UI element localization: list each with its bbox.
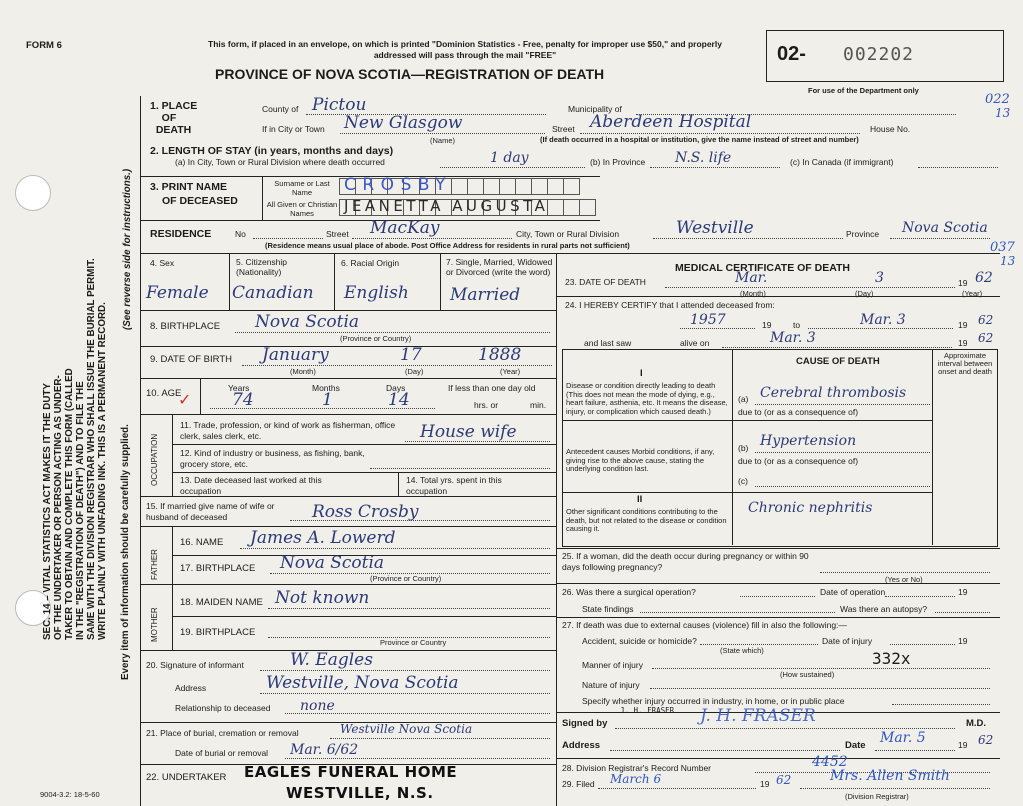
father-prov-hint: (Province or Country) xyxy=(370,574,442,583)
accident-label: Accident, suicide or homicide? xyxy=(582,636,697,646)
alive-on-label: alive on xyxy=(680,338,710,348)
sex-label: 4. Sex xyxy=(150,258,175,268)
marital-label: 7. Single, Married, Widowed or Divorced (write the word) xyxy=(446,257,553,277)
street-label: Street xyxy=(552,124,575,134)
city-value: New Glasgow xyxy=(344,113,463,133)
side-carefully-note: Every item of information should be carefully supplied. xyxy=(120,424,131,680)
informant-value: W. Eagles xyxy=(290,650,373,670)
occupation-side-label: OCCUPATION xyxy=(150,433,159,486)
autopsy-label: Was there an autopsy? xyxy=(840,604,928,614)
record-number: 4452 xyxy=(812,754,848,770)
age-months-label: Months xyxy=(312,383,340,393)
maiden-name-label: 18. MAIDEN NAME xyxy=(180,597,263,608)
state-which-hint: (State which) xyxy=(720,646,764,655)
father-name-label: 16. NAME xyxy=(180,537,224,548)
relationship-value: none xyxy=(300,698,335,714)
registrar-signature: Mrs. Allen Smith xyxy=(830,768,950,784)
filed-date: March 6 xyxy=(610,772,662,786)
age-years: 74 xyxy=(232,390,254,410)
residence-label: RESIDENCE xyxy=(150,228,212,240)
attended-to-year: 62 xyxy=(978,313,994,327)
burial-date-value: Mar. 6/62 xyxy=(290,742,359,758)
informant-label: 20. Signature of informant xyxy=(146,660,244,670)
sig-year: 62 xyxy=(978,733,994,747)
last-saw-label: and last saw xyxy=(584,338,632,348)
res-province-value: Nova Scotia xyxy=(902,220,988,236)
hrs-label: hrs. or xyxy=(474,400,499,410)
punch-hole-top xyxy=(15,175,51,211)
q29-label: 29. Filed xyxy=(562,779,595,789)
reg-number: 002202 xyxy=(843,44,915,65)
cause-b-label: (b) xyxy=(738,443,749,453)
relationship-label: Relationship to deceased xyxy=(175,703,271,713)
icd-code: 332x xyxy=(872,649,911,668)
cause-a-label: (a) xyxy=(738,394,749,404)
cause-header: CAUSE OF DEATH xyxy=(796,356,880,367)
dob-year-hint: (Year) xyxy=(500,367,521,376)
birthplace-value: Nova Scotia xyxy=(255,312,360,332)
death-month: Mar. xyxy=(735,270,768,286)
nature-label: Nature of injury xyxy=(582,680,640,690)
informant-address-value: Westville, Nova Scotia xyxy=(266,673,459,693)
undertaker-stamp-line1: EAGLES FUNERAL HOME xyxy=(244,763,458,781)
res-no-label: No xyxy=(235,229,246,239)
q15-label-text: 15. If married give name of wife or husband of deceased xyxy=(146,501,275,522)
death-yr-prefix: 19 xyxy=(958,278,968,288)
sig-date-label: Date xyxy=(845,740,866,751)
race-label: 6. Racial Origin xyxy=(341,258,400,268)
dob-year: 1888 xyxy=(478,345,522,365)
age-years-label: Years xyxy=(228,383,250,393)
physician-signature: J. H. FRASER xyxy=(700,706,816,726)
street-value: Aberdeen Hospital xyxy=(590,112,752,132)
dob-day-hint: (Day) xyxy=(405,367,424,376)
age-months: 1 xyxy=(322,390,333,410)
residence-note: (Residence means usual place of abode. Post Office Address for residents in rural parts not sufficient) xyxy=(265,241,630,250)
hospital-note: (If death occurred in a hospital or institution, give the name instead of street and number) xyxy=(540,135,859,144)
burial-date-label: Date of burial or removal xyxy=(175,748,269,758)
sig-yr-prefix: 19 xyxy=(958,740,968,750)
maiden-name-value: Not known xyxy=(275,588,370,608)
signer-printed-name: J. H. FRASER xyxy=(620,706,675,715)
yes-no-hint: (Yes or No) xyxy=(885,575,923,584)
surname-value: CROSBY xyxy=(344,175,452,195)
mother-prov-hint: Province or Country xyxy=(380,638,447,647)
given-value: JEANETTA AUGUSTA xyxy=(344,197,549,215)
md-label: M.D. xyxy=(966,718,987,729)
undertaker-label: 22. UNDERTAKER xyxy=(146,772,227,783)
citizenship-value: Canadian xyxy=(232,283,314,303)
dob-label: 9. DATE OF BIRTH xyxy=(150,354,232,365)
q28-label: 28. Division Registrar's Record Number xyxy=(562,763,712,773)
cause-c-label: (c) xyxy=(738,476,748,486)
cause-b-value: Hypertension xyxy=(760,433,857,449)
less-than-day-label: If less than one day old xyxy=(448,383,536,393)
father-side-label: FATHER xyxy=(150,549,159,580)
spouse-value: Ross Crosby xyxy=(312,502,419,522)
dob-month: January xyxy=(262,345,329,365)
dept-use-label: For use of the Department only xyxy=(808,86,919,95)
death-year: 62 xyxy=(975,270,993,286)
antecedent-text: Antecedent causes Morbid conditions, if any, giving rise to the above cause, stating the underlying condition last. xyxy=(566,447,715,473)
dob-day: 17 xyxy=(400,345,422,365)
stay-c-label: (c) In Canada (if immigrant) xyxy=(790,157,894,167)
attended-to: Mar. 3 xyxy=(860,312,906,328)
stay-a-value: 1 day xyxy=(490,150,529,166)
q23-label: 23. DATE OF DEATH xyxy=(565,277,646,287)
death-year-hint: (Year) xyxy=(962,289,983,298)
print-name-label: 3. PRINT NAME OF DECEASED xyxy=(150,181,238,207)
stay-label: 2. LENGTH OF STAY (in years, months and days) xyxy=(150,145,394,157)
sig-address-label: Address xyxy=(562,740,601,751)
name-hint: (Name) xyxy=(430,136,456,145)
last-seen-year: 62 xyxy=(978,331,994,345)
death-day-hint: (Day) xyxy=(855,289,874,298)
side-instructions: SEC. 14 – VITAL STATISTICS ACT MAKES IT THE DUTY OF THE UNDERTAKER OR PERSON ACTING AS UNDER- TAKER TO OBTAIN AND COMPLETE THIS FORM (CALLED IN THE "REGISTRATION OF DEATH") AND TO FILE THE SAME WITH THE DIVISION REGISTRAR WHO SHALL ISSUE THE BURIAL PERMIT. WRITE PLAINLY WITH UNFADING INK. THIS IS A PERMANENT RECORD. xyxy=(42,258,108,640)
medical-header: MEDICAL CERTIFICATE OF DEATH xyxy=(675,262,850,274)
q13-label: 13. Date deceased last worked at this occupation xyxy=(180,475,322,496)
side-reverse-note: (See reverse side for instructions.) xyxy=(122,168,133,330)
form-title: PROVINCE OF NOVA SCOTIA—REGISTRATION OF DEATH xyxy=(215,66,605,82)
dept-code-4: 13 xyxy=(1000,254,1016,268)
death-day: 3 xyxy=(875,270,884,286)
manner-label: Manner of injury xyxy=(582,660,643,670)
race-value: English xyxy=(344,283,409,303)
municipality-label: Municipality of xyxy=(568,104,622,114)
undertaker-stamp-line2: WESTVILLE, N.S. xyxy=(286,784,434,802)
father-birthplace-label: 17. BIRTHPLACE xyxy=(180,563,256,574)
roman-two: II xyxy=(637,494,643,505)
to-label: to xyxy=(793,320,801,330)
q27-label: 27. If death was due to external causes (violence) fill in also the following:— xyxy=(562,620,847,630)
injury-date-label: Date of injury xyxy=(822,636,873,646)
age-label: 10. AGE xyxy=(146,388,182,399)
registration-number-box xyxy=(766,30,1004,82)
registrar-hint: (Division Registrar) xyxy=(845,792,909,801)
mail-notice: This form, if placed in an envelope, on which is printed "Dominion Statistics - Free, penalty for improper use $50," and properly addressed will pass through the mail "FREE" xyxy=(208,39,722,60)
city-label: If in City or Town xyxy=(262,124,325,134)
res-street-value: MacKay xyxy=(370,218,440,238)
signed-by-label: Signed by xyxy=(562,718,608,729)
res-city-label: City, Town or Rural Division xyxy=(516,229,620,239)
mother-side-label: MOTHER xyxy=(150,607,159,642)
last-seen-value: Mar. 3 xyxy=(770,330,816,346)
min-label: min. xyxy=(530,400,547,410)
q24-label: 24. I HEREBY CERTIFY that I attended deceased from: xyxy=(565,300,775,310)
birthplace-hint: (Province or Country) xyxy=(340,334,412,343)
burial-place-label: 21. Place of burial, cremation or removal xyxy=(146,728,299,738)
due-to-1: due to (or as a consequence of) xyxy=(738,407,859,417)
age-check-mark: ✓ xyxy=(178,392,192,409)
findings-label: State findings xyxy=(582,604,634,614)
op-date-label: Date of operation xyxy=(820,587,886,597)
last-yr-prefix: 19 xyxy=(958,338,968,348)
sig-date-value: Mar. 5 xyxy=(880,730,926,746)
res-street-label: Street xyxy=(326,229,349,239)
res-province-label: Province xyxy=(846,229,880,239)
sex-value: Female xyxy=(146,283,209,303)
form-footer-code: 9004-3.2: 18-5-60 xyxy=(40,790,100,799)
immediate-cause-text: Disease or condition directly leading to death (This does not mean the mode of dying, e.g., heart failure, asthenia, etc. It means the disease, injury, or complication which caused death.) xyxy=(566,381,728,416)
res-city-value: Westville xyxy=(676,218,754,238)
dob-month-hint: (Month) xyxy=(290,367,316,376)
father-name-value: James A. Lowerd xyxy=(250,528,396,548)
roman-one: I xyxy=(640,368,643,379)
from-yr-prefix: 19 xyxy=(762,320,772,330)
specify-label: Specify whether injury occurred in industry, in home, or in public place xyxy=(582,696,845,706)
to-yr-prefix: 19 xyxy=(958,320,968,330)
burial-place-value: Westville Nova Scotia xyxy=(340,722,473,736)
q12-label: 12. Kind of industry or business, as fishing, bank, grocery store, etc. xyxy=(180,448,365,469)
due-to-2: due to (or as a consequence of) xyxy=(738,456,859,466)
informant-address-label: Address xyxy=(175,683,207,693)
q25-label: 25. If a woman, did the death occur during pregnancy or within 90 days following pregnancy? xyxy=(562,551,809,572)
stay-b-value: N.S. life xyxy=(675,150,732,166)
father-birthplace-value: Nova Scotia xyxy=(280,553,385,573)
q11-value: House wife xyxy=(420,422,517,442)
citizenship-label: 5. Citizenship (Nationality) xyxy=(236,257,288,277)
stay-a-label: (a) In City, Town or Rural Division where death occurred xyxy=(175,157,385,167)
surname-label: Surname or Last Name xyxy=(274,179,330,197)
how-sustained-hint: (How sustained) xyxy=(780,670,835,679)
stay-b-label: (b) In Province xyxy=(590,157,646,167)
cause-a-value: Cerebral thrombosis xyxy=(760,385,907,401)
mother-birthplace-label: 19. BIRTHPLACE xyxy=(180,627,256,638)
house-label: House No. xyxy=(870,124,911,134)
form-number: FORM 6 xyxy=(26,40,62,51)
other-conditions-value: Chronic nephritis xyxy=(748,500,873,516)
op-yr-prefix: 19 xyxy=(958,587,968,597)
injury-yr-prefix: 19 xyxy=(958,636,968,646)
filed-yr-prefix: 19 xyxy=(760,779,770,789)
dept-code-2: 13 xyxy=(995,106,1011,120)
q11-label: 11. Trade, profession, or kind of work as fisherman, office clerk, sales clerk, etc. xyxy=(180,420,396,441)
marital-value: Married xyxy=(450,285,521,305)
other-conditions-text: Other significant conditions contributing to the death, but not related to the disease or condition causing it. xyxy=(566,507,727,533)
county-label: County of xyxy=(262,104,299,114)
filed-year: 62 xyxy=(776,773,792,787)
county-value: Pictou xyxy=(312,95,367,115)
q14-label: 14. Total yrs. spent in this occupation xyxy=(406,475,502,496)
reg-prefix: 02- xyxy=(777,43,806,65)
given-label: All Given or Christian Names xyxy=(266,200,338,218)
attended-from: 1957 xyxy=(690,312,726,328)
dept-code-3: 037 xyxy=(990,240,1015,255)
q26-label: 26. Was there a surgical operation? xyxy=(562,587,696,597)
age-days-label: Days xyxy=(386,383,406,393)
dept-code-1: 022 xyxy=(985,92,1010,107)
birthplace-label: 8. BIRTHPLACE xyxy=(150,321,221,332)
age-days: 14 xyxy=(388,390,410,410)
place-label: 1. PLACE OF DEATH xyxy=(150,100,198,136)
interval-header: Approximate interval between onset and death xyxy=(937,351,993,376)
death-month-hint: (Month) xyxy=(740,289,766,298)
